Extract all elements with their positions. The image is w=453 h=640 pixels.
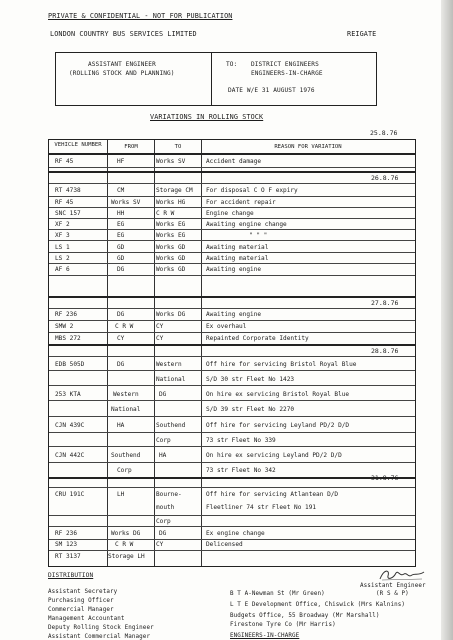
col-header-to: TO <box>174 144 182 150</box>
date-26-8-76: 26.8.76 <box>371 174 399 182</box>
row-rule <box>49 356 415 357</box>
row-1-to: Works SV <box>156 158 186 165</box>
row-23-to: Corp <box>156 518 171 525</box>
distribution-left-2: Purchasing Officer <box>48 598 114 604</box>
row-rule <box>49 240 415 241</box>
row-16-reason: S/D 39 str Fleet No 2270 <box>206 406 295 413</box>
distribution-right-2: L T E Development Office, Chiswick (Mrs Kalnins) <box>230 602 406 608</box>
row-11-from: C R W <box>115 323 134 330</box>
row-4-vehicle: SNC 157 <box>55 210 81 217</box>
distribution-right-1: B T A-Newman St (Mr Green) <box>230 591 325 597</box>
row-15-vehicle: 253 KTA <box>55 391 81 398</box>
handwritten-signature <box>378 567 428 583</box>
row-rule <box>49 252 415 253</box>
distribution-right-3: Budgets Office, 55 Broadway (Mr Marshall) <box>230 613 380 619</box>
distribution-right-4: Firestone Tyre Co (Mr Harris) <box>230 622 336 628</box>
row-5-vehicle: XF 2 <box>55 221 70 228</box>
row-24-to: DG <box>159 530 167 537</box>
row-9-vehicle: AF 6 <box>55 266 70 273</box>
row-rule <box>49 526 415 527</box>
row-2-reason: For disposal C O F expiry <box>206 187 298 194</box>
row-rule <box>49 207 415 208</box>
row-12-from: CY <box>117 335 125 342</box>
company-name: LONDON COUNTRY BUS SERVICES LIMITED <box>50 30 197 38</box>
row-17-to: Southend <box>156 422 186 429</box>
row-rule <box>49 446 415 447</box>
row-4-to: C R W <box>156 210 175 217</box>
row-7-vehicle: LS 1 <box>55 244 70 251</box>
row-rule <box>49 275 415 276</box>
row-rule <box>49 432 415 433</box>
row-6-reason: " " " <box>249 232 268 239</box>
row-rule <box>49 515 415 516</box>
from-line-1: ASSISTANT ENGINEER <box>88 61 156 68</box>
classification-heading: PRIVATE & CONFIDENTIAL - NOT FOR PUBLICATION <box>48 12 233 20</box>
distribution-heading: DISTRIBUTION <box>48 572 94 579</box>
row-rule <box>49 550 415 551</box>
row-10-from: DG <box>117 311 125 318</box>
row-19-reason: On hire ex servicing Leyland PD/2 D/D <box>206 452 342 459</box>
col-header-from: FROM <box>124 144 138 150</box>
row-25-from: C R W <box>115 541 134 548</box>
row-rule <box>49 487 415 488</box>
variations-table <box>48 139 416 567</box>
row-rule <box>49 539 415 540</box>
to-line-1: DISTRICT ENGINEERS <box>251 61 319 68</box>
row-13-to: Western <box>156 361 182 368</box>
row-3-to: Works HG <box>156 199 186 206</box>
company-location: REIGATE <box>347 30 377 38</box>
date-31-8-76: 31.8.76 <box>371 474 399 482</box>
row-rule <box>49 332 415 333</box>
row-rule <box>49 370 415 371</box>
row-24-from: Works DG <box>111 530 141 537</box>
row-rule <box>49 183 415 184</box>
row-9-to: Works GD <box>156 266 186 273</box>
row-12-to: CY <box>156 335 164 342</box>
row-4-from: HH <box>117 210 125 217</box>
group-rule <box>49 477 415 479</box>
row-25-to: CY <box>156 541 164 548</box>
group-rule <box>49 171 415 173</box>
distribution-left-5: Deputy Rolling Stock Engineer <box>48 625 154 631</box>
row-6-vehicle: XF 3 <box>55 232 70 239</box>
row-22-reason: Fleetliner 74 str Fleet No 191 <box>206 504 317 511</box>
row-2-vehicle: RT 4738 <box>55 187 81 194</box>
row-7-to: Works GD <box>156 244 186 251</box>
row-15-from: Western <box>113 391 139 398</box>
row-25-reason: Delicensed <box>206 541 243 548</box>
row-rule <box>49 308 415 309</box>
row-25-vehicle: SM 123 <box>55 541 78 548</box>
row-8-to: Works GD <box>156 255 186 262</box>
page-edge-shadow <box>441 0 453 640</box>
row-rule <box>49 400 415 401</box>
row-22-to: mouth <box>156 504 175 511</box>
row-rule <box>49 320 415 321</box>
row-12-vehicle: MBS 272 <box>55 335 81 342</box>
row-8-reason: Awaiting material <box>206 255 269 262</box>
date-25-8-76: 25.8.76 <box>370 129 398 137</box>
row-21-vehicle: CRU 191C <box>55 491 85 498</box>
row-9-reason: Awaiting engine <box>206 266 262 273</box>
header-rule <box>49 153 415 155</box>
row-3-from: Works SV <box>111 199 141 206</box>
row-13-from: DG <box>117 361 125 368</box>
to-label: TO: <box>226 61 238 68</box>
distribution-left-1: Assistant Secretary <box>48 589 118 595</box>
col-header-vehicle: VEHICLE NUMBER <box>54 142 102 148</box>
row-10-vehicle: RF 236 <box>55 311 78 318</box>
row-rule <box>49 167 415 168</box>
header-box-divider <box>211 53 212 105</box>
row-20-from: Corp <box>117 467 132 474</box>
row-rule <box>49 416 415 417</box>
row-rule <box>49 263 415 264</box>
row-21-from: LH <box>117 491 125 498</box>
row-10-to: Works DG <box>156 311 186 318</box>
col-divider-2 <box>154 140 155 566</box>
row-19-from: Southend <box>111 452 141 459</box>
group-rule <box>49 296 415 298</box>
col-divider-1 <box>107 140 108 566</box>
row-21-to: Bourne- <box>156 491 182 498</box>
row-7-reason: Awaiting material <box>206 244 269 251</box>
row-rule <box>49 218 415 219</box>
date-line: DATE W/E 31 AUGUST 1976 <box>228 87 315 94</box>
group-rule <box>49 344 415 346</box>
signatory-dept: (R S & P) <box>376 591 409 597</box>
row-rule <box>49 229 415 230</box>
row-14-reason: S/D 30 str Fleet No 1423 <box>206 376 295 383</box>
row-18-to: Corp <box>156 437 171 444</box>
to-line-2: ENGINEERS-IN-CHARGE <box>251 70 323 77</box>
row-11-vehicle: SMW 2 <box>55 323 74 330</box>
row-3-reason: For accident repair <box>206 199 276 206</box>
row-13-vehicle: EDB 505D <box>55 361 85 368</box>
row-15-to: DG <box>159 391 167 398</box>
row-13-reason: Off hire for servicing Bristol Royal Blue <box>206 361 357 368</box>
row-17-reason: Off hire for servicing Leyland PD/2 D/D <box>206 422 350 429</box>
row-8-vehicle: LS 2 <box>55 255 70 262</box>
row-10-reason: Awaiting engine <box>206 311 262 318</box>
row-2-from: CM <box>117 187 125 194</box>
row-5-from: EG <box>117 221 125 228</box>
row-3-vehicle: RF 45 <box>55 199 74 206</box>
row-5-reason: Awaiting engine change <box>206 221 287 228</box>
row-9-from: DG <box>117 266 125 273</box>
row-19-to: HA <box>159 452 167 459</box>
from-line-2: (ROLLING STOCK AND PLANNING) <box>69 70 175 77</box>
row-19-vehicle: CJN 442C <box>55 452 85 459</box>
row-11-to: CY <box>156 323 164 330</box>
distribution-left-3: Commercial Manager <box>48 607 114 613</box>
date-27-8-76: 27.8.76 <box>371 299 399 307</box>
row-rule <box>49 462 415 463</box>
row-24-reason: Ex engine change <box>206 530 265 537</box>
row-17-vehicle: CJN 439C <box>55 422 85 429</box>
row-20-reason: 73 str Fleet No 342 <box>206 467 276 474</box>
row-1-from: HF <box>117 158 125 165</box>
row-6-from: EG <box>117 232 125 239</box>
document-title: VARIATIONS IN ROLLING STOCK <box>150 113 264 121</box>
row-8-from: GD <box>117 255 125 262</box>
col-divider-3 <box>201 140 202 566</box>
row-1-vehicle: RF 45 <box>55 158 74 165</box>
row-15-reason: On hire ex servicing Bristol Royal Blue <box>206 391 350 398</box>
row-5-to: Works EG <box>156 221 186 228</box>
row-18-reason: 73 str Fleet No 339 <box>206 437 276 444</box>
distribution-right-5: ENGINEERS-IN-CHARGE <box>230 633 300 639</box>
distribution-left-6: Assistant Commercial Manager <box>48 634 151 640</box>
row-12-reason: Repainted Corporate Identity <box>206 335 309 342</box>
row-17-from: HA <box>117 422 125 429</box>
row-1-reason: Accident damage <box>206 158 262 165</box>
row-2-to: Storage CM <box>156 187 193 194</box>
row-11-reason: Ex overhaul <box>206 323 247 330</box>
row-7-from: GD <box>117 244 125 251</box>
memo-header-box <box>55 52 377 106</box>
row-26-from: Storage LH <box>108 553 145 560</box>
row-21-reason: Off hire for servicing Atlantean D/D <box>206 491 339 498</box>
row-16-from: National <box>111 406 141 413</box>
date-28-8-76: 28.8.76 <box>371 347 399 355</box>
row-26-vehicle: RT 3137 <box>55 553 81 560</box>
row-4-reason: Engine change <box>206 210 254 217</box>
row-14-to: National <box>156 376 186 383</box>
row-24-vehicle: RF 236 <box>55 530 78 537</box>
distribution-left-4: Management Accountant <box>48 616 125 622</box>
row-rule <box>49 196 415 197</box>
signatory-title: Assistant Engineer <box>360 583 426 589</box>
row-rule <box>49 385 415 386</box>
row-6-to: Works EG <box>156 232 186 239</box>
col-header-reason: REASON FOR VARIATION <box>274 144 342 150</box>
